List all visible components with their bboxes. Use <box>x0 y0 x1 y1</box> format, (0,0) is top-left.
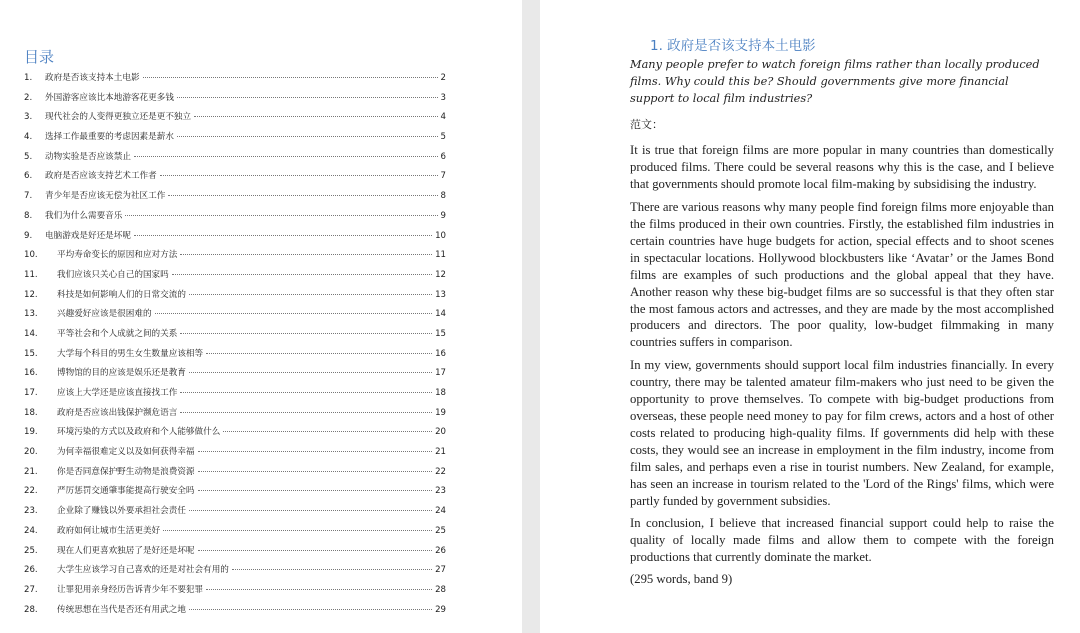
toc-entry-page: 11 <box>435 250 446 261</box>
toc-entry-title: 电脑游戏是好还是坏呢 <box>45 230 131 241</box>
toc-entry-title: 博物馆的目的应该是娱乐还是教育 <box>57 368 186 379</box>
article-title: 1. 政府是否该支持本土电影 <box>650 38 816 54</box>
toc-entry-title: 政府是否该支持本土电影 <box>45 73 140 83</box>
toc-entry[interactable] <box>24 91 446 111</box>
toc-entry-page: 29 <box>435 604 446 615</box>
toc-entry-page: 5 <box>440 132 446 143</box>
toc-entry-title: 让罪犯用亲身经历告诉青少年不要犯罪 <box>57 584 204 595</box>
toc-leader-dots <box>180 392 432 393</box>
toc-entry-page: 16 <box>435 348 446 359</box>
toc-entry-page: 25 <box>435 525 446 536</box>
toc-entry-number: 16. <box>24 368 38 379</box>
toc-leader-dots <box>180 412 432 413</box>
toc-entry[interactable] <box>24 248 446 268</box>
toc-leader-dots <box>206 589 432 590</box>
toc-leader-dots <box>189 609 432 610</box>
essay-paragraph-conclusion: In conclusion, I believe that increased financial support could help to raise the quality of locally made films and allow them to compete with the foreign productions that currently dominate the market. <box>630 516 1054 565</box>
toc-entry-title: 环境污染的方式以及政府和个人能够做什么 <box>57 427 221 438</box>
toc-leader-dots <box>198 490 433 491</box>
toc-leader-dots <box>163 530 432 531</box>
toc-entry-number: 26. <box>24 565 38 576</box>
toc-leader-dots <box>198 550 433 551</box>
toc-entry[interactable] <box>24 504 446 524</box>
toc-entry[interactable] <box>24 209 446 229</box>
toc-entry-number: 14. <box>24 328 38 339</box>
toc-entry[interactable] <box>24 307 446 327</box>
toc-entry-title: 大学生应该学习自己喜欢的还是对社会有用的 <box>57 565 229 576</box>
toc-entry-number: 25. <box>24 545 38 556</box>
toc-leader-dots <box>180 254 432 255</box>
toc-entry-page: 10 <box>435 230 446 241</box>
toc-entry-number: 19. <box>24 427 38 438</box>
toc-entry-title: 现代社会的人变得更独立还是更不独立 <box>45 112 192 123</box>
toc-entry-page: 15 <box>435 328 446 339</box>
toc-leader-dots <box>177 97 438 98</box>
toc-entry-title: 我们为什么需要音乐 <box>45 210 123 221</box>
toc-entry-number: 24. <box>24 525 38 536</box>
toc-entry-title: 现在人们更喜欢独居了是好还是坏呢 <box>57 545 195 556</box>
toc-entry-number: 27. <box>24 584 38 595</box>
toc-entry-number: 23. <box>24 506 38 517</box>
toc-entry[interactable] <box>24 268 446 288</box>
toc-entry-number: 6. <box>24 171 33 182</box>
toc-entry-number: 22. <box>24 486 38 497</box>
word-count: (295 words, band 9) <box>630 572 733 587</box>
toc-entry[interactable] <box>24 406 446 426</box>
toc-entry[interactable] <box>24 229 446 249</box>
toc-entry[interactable] <box>24 465 446 485</box>
toc-leader-dots <box>189 372 432 373</box>
toc-entry-page: 18 <box>435 388 446 398</box>
toc-title: 目录 <box>24 48 55 66</box>
toc-entry-page: 9 <box>440 210 446 221</box>
toc-entry-title: 传统思想在当代是否还有用武之地 <box>57 604 186 615</box>
toc-entry[interactable] <box>24 583 446 603</box>
toc-entry-page: 12 <box>435 269 446 280</box>
essay-paragraph-intro: It is true that foreign films are more popular in many countries than domestically produced films. There could be several reasons why this is the case, and I believe that governments should promote local film-making by subsidising the industry. <box>630 143 1054 192</box>
toc-entry-number: 7. <box>24 191 33 202</box>
toc-entry-page: 24 <box>435 506 446 517</box>
toc-entry[interactable] <box>24 445 446 465</box>
toc-leader-dots <box>160 175 438 176</box>
toc-entry-title: 为何幸福很难定义以及如何获得幸福 <box>57 447 195 458</box>
toc-entry[interactable] <box>24 71 446 91</box>
toc-leader-dots <box>172 274 432 275</box>
toc-leader-dots <box>198 451 433 452</box>
toc-leader-dots <box>223 431 432 432</box>
toc-entry[interactable] <box>24 150 446 170</box>
toc-entry-number: 21. <box>24 466 38 477</box>
toc-entry-number: 13. <box>24 309 38 320</box>
toc-entry-number: 18. <box>24 407 38 418</box>
toc-entry-number: 10. <box>24 250 38 261</box>
toc-entry-title: 科技是如何影响人们的日常交流的 <box>57 289 186 300</box>
toc-entry-number: 9. <box>24 230 33 241</box>
toc-entry-page: 23 <box>435 486 446 497</box>
toc-entry-title: 大学每个科目的男生女生数量应该相等 <box>57 348 204 359</box>
toc-page <box>0 0 522 633</box>
toc-leader-dots <box>134 235 432 236</box>
toc-entry-title: 严厉惩罚交通肇事能提高行驶安全吗 <box>57 486 195 497</box>
toc-entry[interactable] <box>24 484 446 504</box>
toc-entry-page: 22 <box>435 466 446 477</box>
toc-entry-page: 3 <box>440 92 446 103</box>
toc-entry[interactable] <box>24 288 446 308</box>
toc-entry[interactable] <box>24 366 446 386</box>
toc-entry-number: 8. <box>24 210 33 221</box>
toc-list <box>24 71 446 622</box>
toc-leader-dots <box>180 333 432 334</box>
toc-entry-page: 27 <box>435 565 446 576</box>
toc-entry-number: 12. <box>24 289 38 300</box>
toc-entry[interactable] <box>24 347 446 367</box>
toc-entry-page: 19 <box>435 407 446 418</box>
toc-entry-title: 青少年是否应该无偿为社区工作 <box>45 191 166 202</box>
toc-entry-number: 28. <box>24 604 38 615</box>
toc-entry[interactable] <box>24 386 446 406</box>
toc-entry-title: 企业除了赚钱以外要承担社会责任 <box>57 506 186 517</box>
toc-leader-dots <box>198 471 433 472</box>
toc-leader-dots <box>189 510 432 511</box>
toc-entry[interactable] <box>24 544 446 564</box>
toc-leader-dots <box>177 136 438 137</box>
toc-entry-page: 20 <box>435 427 446 438</box>
toc-entry-number: 11. <box>24 269 38 280</box>
toc-entry-number: 17. <box>24 388 38 398</box>
toc-entry[interactable] <box>24 425 446 445</box>
essay-paragraph-opinion: In my view, governments should support local film industries financially. In every country, there may be talented amateur film-makers who just need to be given the opportunity to prove themselves. To compete with big-budget productions from overseas, these people need money to pay for film crews, actors and a host of other costs related to producing high-quality films. If governments did help with these costs, they would see an increase in employment in the film industry, income from film sales, and perhaps even a rise in tourist numbers. New Zealand, for example, has seen an increase in tourism related to the 'Lord of the Rings' films, which were partly funded by government subsidies. <box>630 358 1054 508</box>
toc-entry-page: 17 <box>435 368 446 379</box>
toc-entry-page: 28 <box>435 584 446 595</box>
toc-entry[interactable] <box>24 327 446 347</box>
toc-entry-title: 你是否同意保护野生动物是浪费资源 <box>57 466 195 477</box>
toc-entry-title: 动物实验是否应该禁止 <box>45 151 131 162</box>
toc-entry-page: 2 <box>440 73 446 83</box>
essay-question: Many people prefer to watch foreign films rather than locally produced films. Why could this be? Should governments give more financial support to local film industries? <box>630 58 1040 105</box>
toc-entry-page: 6 <box>440 151 446 162</box>
toc-entry-number: 4. <box>24 132 33 143</box>
toc-entry[interactable] <box>24 189 446 209</box>
toc-entry-page: 26 <box>435 545 446 556</box>
toc-entry-number: 2. <box>24 92 33 103</box>
toc-entry[interactable] <box>24 524 446 544</box>
toc-entry-title: 选择工作最重要的考虑因素是薪水 <box>45 132 174 143</box>
toc-leader-dots <box>206 353 432 354</box>
toc-entry-page: 4 <box>440 112 446 123</box>
toc-entry-title: 政府是否应该出钱保护濒危语言 <box>57 407 178 418</box>
toc-entry-title: 我们应该只关心自己的国家吗 <box>57 269 169 280</box>
toc-entry-page: 7 <box>440 171 446 182</box>
toc-entry[interactable] <box>24 169 446 189</box>
toc-entry-title: 政府如何让城市生活更美好 <box>57 525 161 536</box>
toc-entry[interactable] <box>24 130 446 150</box>
toc-entry-page: 13 <box>435 289 446 300</box>
toc-entry[interactable] <box>24 603 446 623</box>
toc-entry-page: 8 <box>440 191 446 202</box>
toc-leader-dots <box>143 77 438 78</box>
toc-entry-number: 3. <box>24 112 33 123</box>
toc-entry-number: 15. <box>24 348 38 359</box>
toc-entry[interactable] <box>24 563 446 583</box>
toc-leader-dots <box>232 569 432 570</box>
toc-entry-title: 平等社会和个人成就之间的关系 <box>57 328 178 339</box>
toc-entry-page: 14 <box>435 309 446 320</box>
toc-entry-number: 20. <box>24 447 38 458</box>
toc-entry-number: 1. <box>24 73 33 83</box>
toc-leader-dots <box>125 215 437 216</box>
toc-entry-title: 外国游客应该比本地游客花更多钱 <box>45 92 174 103</box>
article-page <box>540 0 1080 633</box>
sample-essay-label: 范文： <box>630 118 663 132</box>
toc-entry-title: 政府是否应该支持艺术工作者 <box>45 171 157 182</box>
toc-entry-page: 21 <box>435 447 446 458</box>
toc-leader-dots <box>134 156 438 157</box>
toc-entry-title: 应该上大学还是应该直接找工作 <box>57 388 178 398</box>
toc-entry-title: 兴趣爱好应该是很困难的 <box>57 309 152 320</box>
toc-leader-dots <box>155 313 433 314</box>
toc-entry-number: 5. <box>24 151 33 162</box>
toc-leader-dots <box>189 294 432 295</box>
toc-leader-dots <box>194 116 437 117</box>
toc-entry-title: 平均寿命变长的原因和应对方法 <box>57 250 178 261</box>
essay-paragraph-reasons: There are various reasons why many people find foreign films more enjoyable than the films produced in their own countries. Firstly, the established film industries in certain countries have huge budgets for action, special effects and to shoot scenes in spectacular locations. Hollywood blockbusters like ‘Avatar’ or the James Bond films are examples of such productions and the global appeal that they have. Another reason why these big-budget films are so successful is that they often star the most famous actors and actresses, and they are made by the most accomplished producers and directors. The poor quality, low-budget filmmaking in many countries suffers in comparison. <box>630 200 1054 350</box>
toc-entry[interactable] <box>24 110 446 130</box>
toc-leader-dots <box>168 195 437 196</box>
